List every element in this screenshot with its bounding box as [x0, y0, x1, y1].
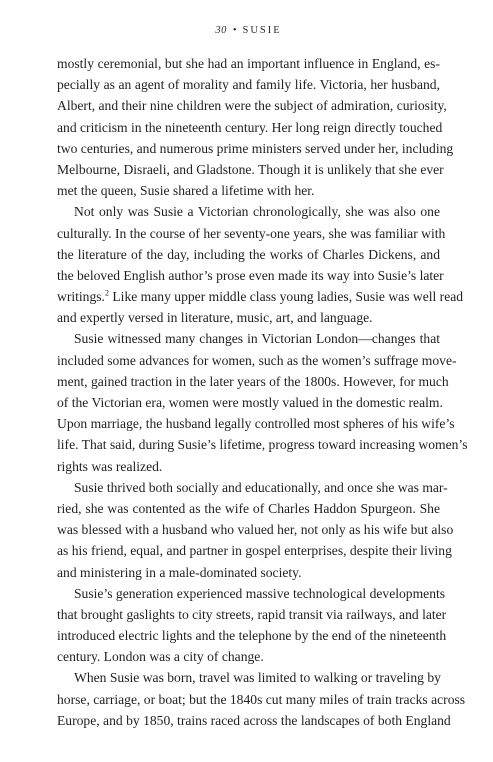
text-line: Europe, and by 1850, trains raced across the landscapes of both England — [57, 712, 451, 728]
text-line: Albert, and their nine children were the subject of admiration, curiosity, — [57, 98, 447, 114]
book-page — [57, 22, 468, 731]
text-line: Melbourne, Disraeli, and Gladstone. Though it is unlikely that she ever — [57, 161, 444, 177]
text-line: introduced electric lights and the telephone by the end of the nineteenth — [57, 628, 447, 644]
running-head-title: SUSIE — [242, 25, 282, 36]
text-line: Upon marriage, the husband legally controlled most spheres of his wife’s — [57, 416, 455, 432]
text-line: mostly ceremonial, but she had an important influence in England, es- — [57, 56, 440, 71]
text-line: and expertly versed in literature, music, art, and language. — [57, 310, 373, 326]
footnote-marker: 2 — [104, 288, 109, 298]
text-line: Susie thrived both socially and educationally, and once she was mar- — [74, 479, 448, 495]
text-line: met the queen, Susie shared a lifetime with her. — [57, 183, 315, 199]
page-number: 30 — [215, 25, 227, 36]
text-line: ment, gained traction in the later years of the 1800s. However, for much — [57, 373, 449, 389]
text-line: Susie witnessed many changes in Victorian London—changes that — [74, 331, 440, 347]
text-line: two centuries, and numerous prime ministers served under her, including — [57, 140, 454, 156]
text-line: the literature of the day, including the works of Charles Dickens, and — [57, 246, 440, 262]
text-line: life. That said, during Susie’s lifetime, progress toward increasing women’s — [57, 437, 468, 453]
text-fragment: writings. — [57, 289, 105, 305]
body-text — [57, 53, 468, 731]
text-line: and criticism in the nineteenth century. Her long reign directly touched — [57, 119, 443, 135]
text-line: and ministering in a male-dominated society. — [57, 564, 302, 580]
text-line: of the Victorian era, women were mostly valued in the domestic realm. — [57, 395, 443, 410]
text-line: included some advances for women, such as the women’s suffrage move- — [57, 352, 457, 368]
text-line: Not only was Susie a Victorian chronologically, she was also one — [74, 204, 440, 220]
text-line: that brought gaslights to city streets, rapid transit via railways, and later — [57, 606, 447, 622]
text-line: was blessed with a husband who valued her, not only as his wife but also — [57, 522, 454, 538]
text-line: rights was realized. — [57, 458, 163, 474]
text-line: as his friend, equal, and partner in gospel enterprises, despite their living — [57, 543, 452, 559]
text-line: ried, she was contented as the wife of Charles Haddon Spurgeon. She — [57, 500, 440, 516]
text-line: the beloved English author’s prose even made its way into Susie’s later — [57, 267, 444, 283]
text-fragment: Like many upper middle class young ladies, Susie was well read — [108, 289, 464, 305]
text-line: pecially as an agent of morality and family life. Victoria, her husband, — [57, 77, 440, 93]
text-line: When Susie was born, travel was limited to walking or traveling by — [74, 670, 441, 686]
text-line: culturally. In the course of her seventy-one years, she was familiar with — [57, 225, 446, 241]
running-head-separator: • — [232, 25, 237, 36]
text-line: century. London was a city of change. — [57, 649, 264, 665]
text-line-with-note — [57, 286, 464, 307]
text-line: Susie’s generation experienced massive technological developments — [74, 585, 446, 601]
text-line: horse, carriage, or boat; but the 1840s cut many miles of train tracks across — [57, 691, 466, 707]
running-head — [57, 22, 440, 40]
